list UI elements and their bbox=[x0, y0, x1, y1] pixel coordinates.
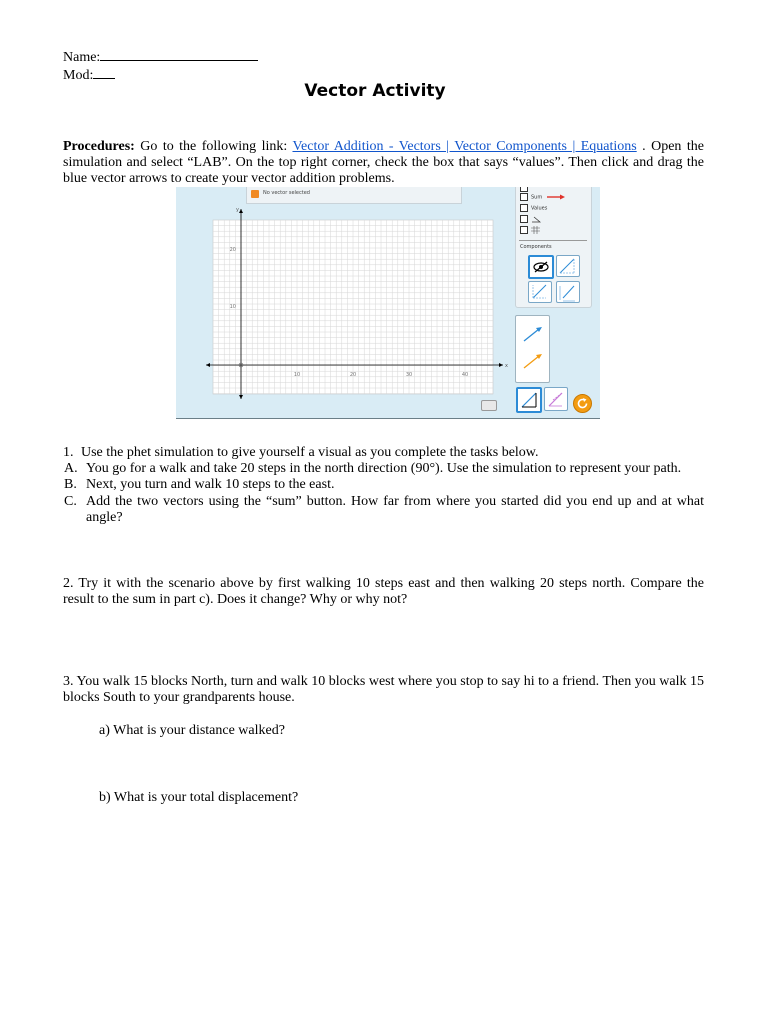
angles-checkbox-row[interactable] bbox=[520, 215, 541, 224]
x-axis-arrow-left bbox=[206, 363, 210, 367]
grid-checkbox-row[interactable] bbox=[520, 226, 540, 235]
question-1-part-c bbox=[64, 494, 704, 526]
x-axis-label: x bbox=[505, 363, 508, 369]
grid-icon bbox=[531, 226, 540, 234]
y-tick-label: 10 bbox=[229, 304, 236, 310]
part-label: A. bbox=[64, 461, 78, 476]
mod-blank[interactable] bbox=[93, 65, 115, 79]
part-text: You go for a walk and take 20 steps in the north direction (90°). Use the simulation to represent your path. bbox=[86, 461, 682, 476]
mod-label: Mod: bbox=[63, 68, 94, 83]
orange-vector-arrow bbox=[524, 356, 539, 368]
status-text: No vector selected bbox=[263, 190, 310, 196]
x-tick-label: 20 bbox=[349, 372, 357, 378]
parallelogram-button[interactable] bbox=[544, 387, 568, 411]
components-axis-button[interactable] bbox=[556, 281, 580, 303]
part-label: B. bbox=[64, 477, 77, 492]
vector-creator-arrows bbox=[516, 316, 549, 382]
question-1 bbox=[63, 445, 704, 461]
angle-icon bbox=[531, 216, 541, 223]
values-label: Values bbox=[531, 205, 548, 212]
question-3-part-a: a) What is your distance walked? bbox=[99, 723, 285, 738]
procedures-label: Procedures: bbox=[63, 139, 135, 154]
part-text: Add the two vectors using the “sum” button. How far from where you started did you end up and at what angle? bbox=[86, 494, 704, 525]
components-parallelogram-button[interactable] bbox=[528, 281, 552, 303]
grid-checkbox[interactable] bbox=[520, 226, 528, 234]
components-hidden-button[interactable] bbox=[528, 255, 554, 279]
blue-vector-arrow bbox=[524, 329, 539, 341]
x-tick-label: 10 bbox=[293, 372, 301, 378]
name-blank[interactable] bbox=[100, 47, 258, 61]
vector-status-bar bbox=[246, 187, 462, 204]
sum-label: Sum bbox=[531, 194, 543, 201]
vector-creator-panel bbox=[515, 315, 550, 383]
question-1-text: Use the phet simulation to give yourself a visual as you complete the tasks below. bbox=[81, 445, 539, 460]
question-3: 3. You walk 15 blocks North, turn and walk 10 blocks west where you stop to say hi to a friend. Then you walk 15 blocks South to your grandparents house. bbox=[63, 674, 704, 705]
sum-checkbox[interactable] bbox=[520, 193, 528, 201]
question-1-part-a bbox=[64, 461, 704, 477]
triangle-vector-icon bbox=[518, 389, 540, 411]
y-axis-arrow bbox=[239, 209, 243, 213]
y-tick-label: 20 bbox=[229, 247, 236, 253]
reset-icon bbox=[574, 395, 591, 412]
eye-off-icon bbox=[530, 257, 552, 277]
x-axis-arrow bbox=[499, 363, 503, 367]
part-text: Next, you turn and walk 10 steps to the east. bbox=[86, 477, 335, 492]
procedures-intro: Go to the following link: bbox=[134, 139, 293, 154]
question-2: 2. Try it with the scenario above by first walking 10 steps east and then walking 20 steps north. Compare the result to the sum in part c). Does it change? Why or why not? bbox=[63, 576, 704, 607]
tip-to-tail-button[interactable] bbox=[516, 387, 542, 413]
procedures-rest: . Open the simulation and select “LAB”. On the top right corner, check the box that says “values”. Then click and drag the blue vector arrows to create your vector addition problems. bbox=[63, 139, 704, 186]
procedures-paragraph bbox=[63, 139, 704, 187]
eraser-button[interactable] bbox=[481, 400, 497, 411]
question-1-part-b bbox=[64, 477, 704, 493]
panel-divider bbox=[519, 240, 587, 241]
sum-arrow-icon bbox=[547, 194, 565, 200]
y-axis-label: y bbox=[236, 207, 239, 213]
components-tail-button[interactable] bbox=[556, 255, 580, 277]
sum-checkbox-row[interactable] bbox=[520, 193, 565, 202]
component-style-icon bbox=[529, 282, 551, 302]
status-tag-icon bbox=[251, 190, 259, 198]
reset-button[interactable] bbox=[573, 394, 592, 413]
question-1-number: 1. bbox=[63, 445, 74, 460]
component-style-icon bbox=[557, 256, 579, 276]
name-line bbox=[63, 47, 258, 66]
parallelogram-vector-icon bbox=[545, 388, 567, 410]
values-checkbox[interactable] bbox=[520, 204, 528, 212]
x-tick-label: 30 bbox=[405, 372, 413, 378]
y-axis-arrow-down bbox=[239, 395, 243, 399]
part-label: C. bbox=[64, 494, 77, 509]
angles-checkbox[interactable] bbox=[520, 215, 528, 223]
phet-link[interactable]: Vector Addition - Vectors | Vector Components | Equations bbox=[292, 139, 637, 154]
values-checkbox-row[interactable] bbox=[520, 204, 547, 213]
question-3-part-b: b) What is your total displacement? bbox=[99, 790, 299, 805]
page-title: Vector Activity bbox=[304, 81, 446, 101]
component-style-icon bbox=[557, 282, 579, 302]
options-panel bbox=[515, 187, 592, 308]
components-label: Components bbox=[520, 244, 552, 250]
name-label: Name: bbox=[63, 50, 101, 65]
simulation-screenshot bbox=[176, 187, 600, 419]
x-tick-label: 40 bbox=[461, 372, 469, 378]
checkbox[interactable] bbox=[520, 187, 528, 192]
